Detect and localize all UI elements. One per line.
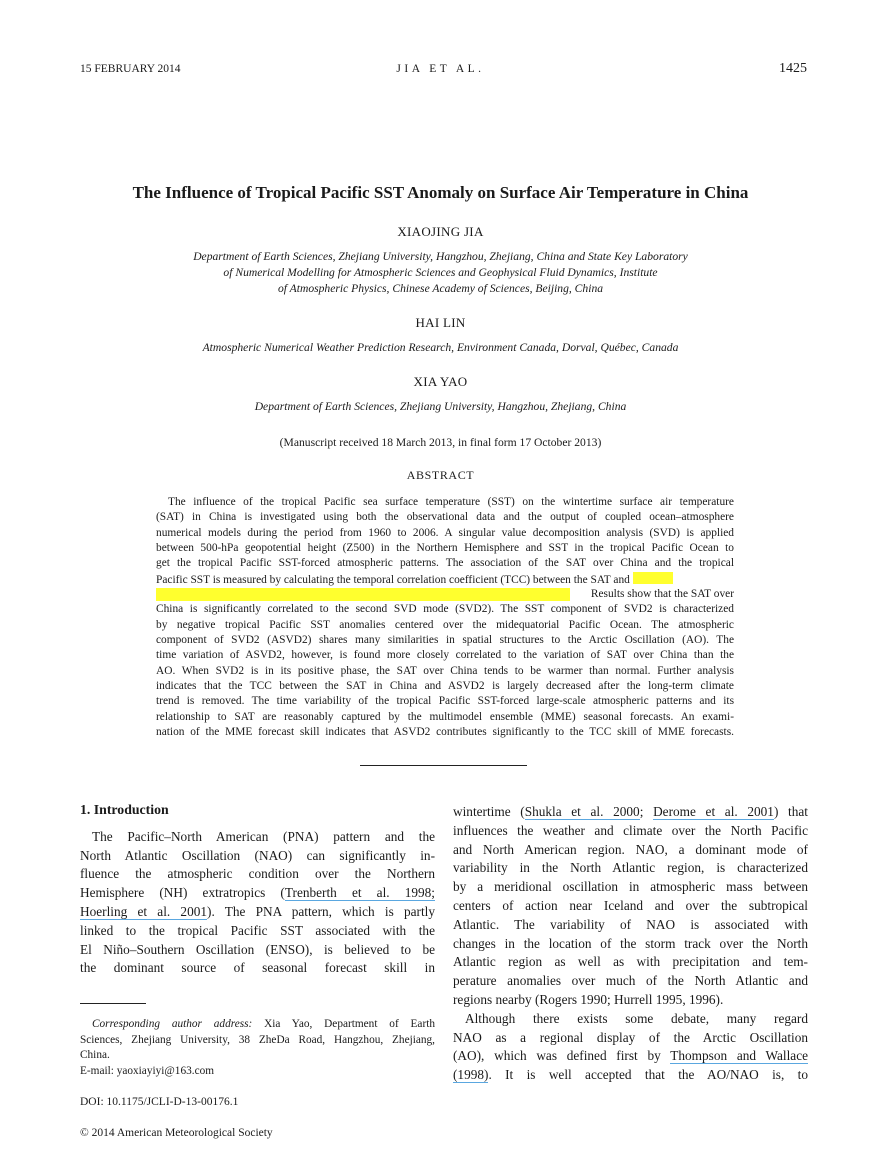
page-number: 1425	[779, 61, 807, 76]
body-line: the dominant source of seasonal forecast skill in	[80, 960, 435, 976]
abstract-line: (SAT) in China is investigated using both the observational data and the output of coupled ocean–atmosphere	[156, 511, 734, 524]
section-heading: 1. Introduction	[80, 802, 169, 817]
running-header-date: 15 FEBRUARY 2014	[80, 63, 181, 75]
body-line: variability in the North Atlantic region, is characterized	[453, 860, 808, 876]
citation-link[interactable]: Shukla et al. 2000	[524, 804, 640, 819]
abstract-line: get the tropical Pacific SST-forced atmospheric patterns. The association of the SAT over China and the tropical	[156, 557, 734, 570]
body-line: fluence the atmospheric condition over the Northern	[80, 866, 435, 882]
body-line: Hoerling et al. 2001). The PNA pattern, which is partly	[80, 903, 435, 919]
abstract-line: trend is removed. The time variability of the tropical Pacific SST-forced large-scale atmospheric patterns and its	[156, 695, 734, 708]
body-line: Atlantic. The variability of NAO is associated with	[453, 916, 808, 932]
body-line: perature anomalies over much of the North Atlantic and	[453, 973, 808, 989]
body-line: Atlantic region as well as with precipitation and tem-	[453, 954, 808, 970]
highlight-mark	[633, 572, 673, 584]
footnote-rule	[80, 1003, 146, 1004]
author-name: HAI LIN	[415, 315, 466, 330]
abstract-line: by negative tropical Pacific SST anomalies centered over the midequatorial Pacific Ocean. The atmospheric	[156, 618, 734, 631]
abstract-line: numerical models during the period from 1960 to 2006. A singular value decomposition analysis (SVD) is applied	[156, 526, 734, 539]
copyright: © 2014 American Meteorological Society	[80, 1127, 273, 1139]
citation-link[interactable]: Trenberth et al. 1998;	[284, 885, 435, 901]
author-affiliation: Department of Earth Sciences, Zhejiang University, Hangzhou, Zhejiang, China and State Key Laboratory of Numerical Modelling for Atmospheric Sciences and Geophysical Fluid Dynamics, Institute of Atmospheric Physics, Chinese Academy of Sciences, Beijing, China	[193, 250, 688, 295]
body-line: by a meridional oscillation in atmospheric mass between	[453, 879, 808, 895]
body-line: wintertime (Shukla et al. 2000; Derome et al. 2001) that	[453, 804, 808, 819]
footnote-line: China.	[80, 1049, 110, 1061]
abstract-body	[156, 495, 734, 741]
corresponding-author-footnote	[80, 1017, 435, 1079]
body-line: influences the weather and climate over the North Pacific	[453, 822, 808, 838]
author-affiliation: Department of Earth Sciences, Zhejiang University, Hangzhou, Zhejiang, China	[254, 400, 627, 413]
body-line: changes in the location of the storm track over the North	[453, 935, 808, 951]
right-column	[453, 803, 808, 1085]
abstract-line: Pacific SST is measured by calculating the temporal correlation coefficient (TCC) between the SAT and	[156, 572, 734, 587]
author-name: XIAOJING JIA	[397, 224, 484, 239]
citation-link[interactable]: Hoerling et al. 2001	[80, 903, 208, 919]
abstract-line: Results show that the SAT over	[156, 587, 734, 602]
abstract-line: AO. When SVD2 is in its positive phase, the SAT over China tends to be warmer than normal. Further analysis	[156, 664, 734, 677]
highlight-mark	[156, 588, 570, 601]
body-line: linked to the tropical Pacific SST associated with the	[80, 922, 435, 938]
author-name: XIA YAO	[413, 374, 468, 389]
abstract-line: The influence of the tropical Pacific sea surface temperature (SST) on the wintertime surface air temperature	[168, 496, 734, 508]
body-line: centers of action near Iceland and over the subtropical	[453, 897, 808, 913]
abstract-line: China is significantly correlated to the second SVD mode (SVD2). The SST component of SVD2 is characterized	[156, 603, 734, 616]
footnote-line: Sciences, Zhejiang University, 38 ZheDa Road, Hangzhou, Zhejiang,	[80, 1033, 435, 1046]
body-line: The Pacific–North American (PNA) pattern and the	[92, 828, 435, 844]
footnote-line: Corresponding author address: Xia Yao, Department of Earth	[92, 1018, 435, 1030]
body-line: NAO as a regional display of the Arctic Oscillation	[453, 1029, 808, 1045]
body-line: (1998). It is well accepted that the AO/NAO is, to	[453, 1067, 808, 1083]
paper-title: The Influence of Tropical Pacific SST Anomaly on Surface Air Temperature in China	[132, 183, 749, 202]
section-divider	[360, 765, 527, 766]
body-line: (AO), which was defined first by Thompson and Wallace	[453, 1048, 808, 1064]
left-column	[80, 801, 435, 978]
body-line: and North American region. NAO, a dominant mode of	[453, 841, 808, 857]
citation-link[interactable]: Thompson and Wallace	[670, 1048, 808, 1064]
body-line: North Atlantic Oscillation (NAO) can significantly in-	[80, 847, 435, 863]
body-line: Although there exists some debate, many regard	[465, 1010, 808, 1026]
body-line: Hemisphere (NH) extratropics (Trenberth et al. 1998;	[80, 885, 435, 901]
abstract-line: component of SVD2 (ASVD2) shares many similarities in spatial structures to the Arctic Oscillation (AO). The	[156, 634, 734, 647]
citation-link[interactable]: Derome et al. 2001	[653, 804, 774, 819]
abstract-line: time variation of ASVD2, however, is found more closely correlated to the variation of SAT over China than the	[156, 649, 734, 662]
running-header-authors: JIA ET AL.	[396, 63, 485, 75]
abstract-heading: ABSTRACT	[406, 468, 475, 482]
manuscript-received: (Manuscript received 18 March 2013, in final form 17 October 2013)	[279, 436, 602, 449]
author-affiliation: Atmospheric Numerical Weather Prediction Research, Environment Canada, Dorval, Québec, Canada	[202, 341, 679, 354]
abstract-line: relationship to SAT are reasonably captured by the multimodel ensemble (MME) seasonal forecasts. An exami-	[156, 710, 734, 723]
body-line: regions nearby (Rogers 1990; Hurrell 1995, 1996).	[453, 991, 724, 1007]
body-line: El Niño–Southern Oscillation (ENSO), is believed to be	[80, 941, 435, 957]
abstract-line: nation of the MME forecast skill indicates that ASVD2 contributes significantly to the TCC skill of MME forecasts.	[156, 726, 734, 739]
citation-link[interactable]: (1998)	[453, 1067, 489, 1083]
footnote-email: E-mail: yaoxiayiyi@163.com	[80, 1064, 215, 1077]
abstract-line: between 500-hPa geopotential height (Z500) in the Northern Hemisphere and SST in the tropical Pacific Ocean to	[156, 542, 734, 555]
abstract-line: indicates that the TCC between the SAT in China and ASVD2 is largely decreased after the long-term climate	[156, 680, 734, 693]
doi: DOI: 10.1175/JCLI-D-13-00176.1	[80, 1096, 239, 1108]
